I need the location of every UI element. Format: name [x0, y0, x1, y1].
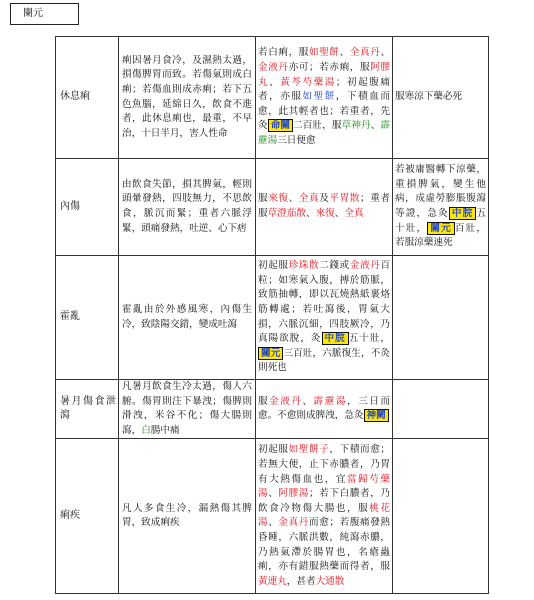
acupoint-highlight: 關元	[427, 222, 455, 235]
remedy-table	[55, 36, 489, 594]
table-row	[56, 380, 489, 439]
table-row	[56, 159, 489, 256]
treatment-text: 初起服如聖餅子，下積而愈；若無大便，止下赤膿者，乃胃有大熱傷血也，宜當歸芍藥湯、阿膠湯；若下白膿者，乃飲食冷物傷大腸也，服桃花湯、金真丹而愈；若腹痛發熱昏睡，六脈洪數，純瀉赤膿，乃熱氣滯於腸胃也，名瘡蟲痢，亦有錯服熱藥而得者，服黃連丸，甚者大通散	[256, 439, 393, 594]
table-row	[56, 439, 489, 594]
cause-text: 霍亂由於外感風寒，內傷生冷，致陰陽交錯，變成吐瀉	[119, 256, 256, 380]
disease-name: 內傷	[56, 159, 119, 256]
tab-label[interactable]: 闌元	[10, 3, 79, 25]
disease-name: 暑月傷食泄瀉	[56, 380, 119, 439]
outcome-text	[393, 256, 489, 380]
table-row	[56, 37, 489, 159]
disease-name: 霍亂	[56, 256, 119, 380]
acupoint-highlight: 命關	[268, 119, 293, 132]
treatment-text: 服金液丹、霹靂湯，三日而愈。不愈則成脾洩，急灸 神闕	[256, 380, 393, 439]
disease-name: 休息痢	[56, 37, 119, 159]
outcome-text	[393, 380, 489, 439]
outcome-text: 若被庸醫轉下涼藥，重損脾氣，變生他病，成虛勞膨脹腹瀉等證，急灸 中脘 五十壯， 關元 百壯，若服涼藥速死	[393, 159, 489, 256]
acupoint-highlight: 中脘	[449, 207, 477, 220]
outcome-text: 服寒涼下藥必死	[393, 37, 489, 159]
acupoint-highlight: 神闕	[364, 409, 389, 422]
cause-text: 痢因暑月食冷，及濕熱太過，損傷脾胃而致。若傷氣則成白痢；若傷血則成赤痢；若下五色魚腦，延綿日久，飲食不進者，此休息痢也，最重，不早治，十日半月，害人性命	[119, 37, 256, 159]
disease-name: 痢疾	[56, 439, 119, 594]
cause-text: 凡人多食生冷，漏熱傷其脾胃，致成痢疾	[119, 439, 256, 594]
cause-text: 凡暑月飲食生冷太過，傷人六腑。傷胃則注下暴洩；傷脾則滑洩，米谷不化；傷大腸則瀉，白腸中痛	[119, 380, 256, 439]
treatment-text: 服來復、全真及平胃散；重者服草澄茄散、來復、全真	[256, 159, 393, 256]
treatment-text: 若白痢，服如聖餅、全真丹、金液丹亦可；若赤痢，服阿膠丸、黃芩芍藥湯；初起腹痛者，亦服如聖餅，下積血而愈，此其輕者也；若重者，先灸 命關 二百壯，服草神丹、霹靂湯三日便愈	[256, 37, 393, 159]
cause-text: 由飲食失節，損其脾氣，輕則頭暈發熱，四肢無力，不思飲食，脈沉而緊；重者六脈浮緊，頭痛發熱，吐逆、心下痞	[119, 159, 256, 256]
acupoint-highlight: 中脘	[322, 332, 349, 345]
outcome-text	[393, 439, 489, 594]
table-row	[56, 256, 489, 380]
treatment-text: 初起服珍珠散二錢或金液丹百粒；如寒氣入腹，搏於筋脈，致筋抽轉，即以瓦燒熱紙裹烙筋轉處；若吐瀉後，胃氣大損，六脈沉細，四肢厥冷，乃真陽欲脫，灸 中脘 五十壯，關元 三百壯，六脈復生，不灸則死也	[256, 256, 393, 380]
acupoint-highlight: 關元	[258, 347, 283, 360]
